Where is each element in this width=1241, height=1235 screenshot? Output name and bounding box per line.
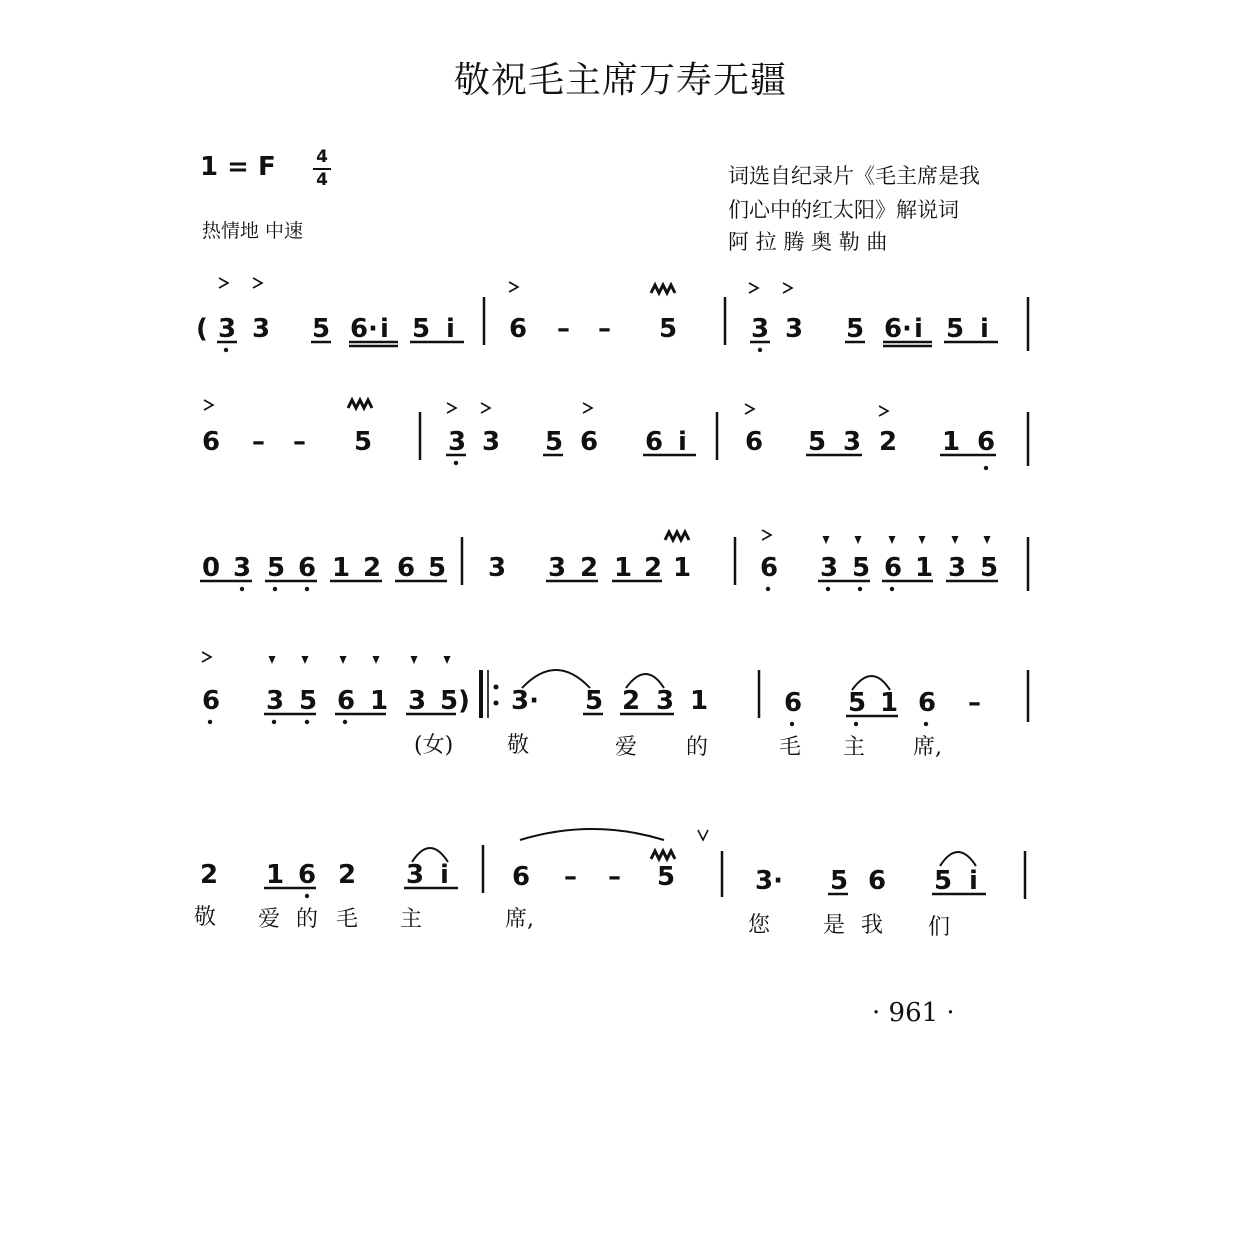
note: 0 bbox=[202, 553, 221, 583]
time-top: 4 bbox=[316, 147, 328, 167]
note: – bbox=[598, 314, 611, 344]
note: 3 bbox=[820, 553, 839, 583]
note: 6 bbox=[202, 686, 221, 716]
note: 3 bbox=[751, 314, 770, 344]
note: 1 bbox=[370, 686, 389, 716]
note: 6 bbox=[918, 688, 937, 718]
note: 5 bbox=[659, 314, 678, 344]
note: 2 bbox=[879, 427, 898, 457]
note: 3 bbox=[408, 686, 427, 716]
note: 5 bbox=[299, 686, 318, 716]
note: i bbox=[678, 427, 687, 457]
tempo-marking: 热情地 中速 bbox=[202, 220, 304, 242]
note: 6 bbox=[645, 427, 664, 457]
note: 6 bbox=[298, 860, 317, 890]
note: 6 bbox=[977, 427, 996, 457]
note: 6 bbox=[202, 427, 221, 457]
note: – bbox=[293, 427, 306, 457]
score-line-2 bbox=[202, 400, 1028, 470]
lyric: 您 bbox=[748, 913, 771, 938]
note: – bbox=[608, 862, 621, 892]
note: – bbox=[564, 862, 577, 892]
note: 1 bbox=[915, 553, 934, 583]
note: 5 bbox=[312, 314, 331, 344]
note: 5 bbox=[846, 314, 865, 344]
note: i bbox=[380, 314, 389, 344]
lyric: 席, bbox=[505, 907, 534, 932]
score-line-1 bbox=[196, 278, 1028, 352]
score-line-3 bbox=[200, 530, 1028, 591]
note: 5 bbox=[440, 686, 459, 716]
note: 6 bbox=[397, 553, 416, 583]
note: 5 bbox=[848, 688, 867, 718]
note: i bbox=[440, 860, 449, 890]
note: i bbox=[446, 314, 455, 344]
note: 6 bbox=[745, 427, 764, 457]
lyrics-line-4 bbox=[414, 733, 942, 760]
note: 5 bbox=[267, 553, 286, 583]
note: · bbox=[368, 314, 378, 344]
note: 1 bbox=[266, 860, 285, 890]
note: 2 bbox=[363, 553, 382, 583]
note: 3 bbox=[266, 686, 285, 716]
note: 6 bbox=[760, 553, 779, 583]
note: – bbox=[252, 427, 265, 457]
note: i bbox=[969, 866, 978, 896]
credit-line: 阿 拉 腾 奥 勒 曲 bbox=[728, 230, 888, 254]
note: 3 bbox=[843, 427, 862, 457]
lyric: 是 bbox=[823, 913, 846, 938]
note: 3 bbox=[948, 553, 967, 583]
note: ) bbox=[458, 686, 470, 716]
note: 5 bbox=[830, 866, 849, 896]
note: 2 bbox=[644, 553, 663, 583]
time-bottom: 4 bbox=[316, 170, 328, 190]
note: 6 bbox=[884, 553, 903, 583]
lyric: 我 bbox=[861, 913, 884, 938]
note: 6 bbox=[509, 314, 528, 344]
lyric: 爱 bbox=[615, 735, 638, 760]
lyric: 爱 bbox=[258, 907, 281, 932]
note: 2 bbox=[580, 553, 599, 583]
note: 2 bbox=[200, 860, 219, 890]
lyric: 席, bbox=[913, 735, 942, 760]
note: 1 bbox=[614, 553, 633, 583]
note: 5 bbox=[980, 553, 999, 583]
credit-line: 们心中的红太阳》解说词 bbox=[728, 198, 959, 222]
note: 2 bbox=[338, 860, 357, 890]
note: 1 bbox=[880, 688, 899, 718]
note: 5 bbox=[657, 862, 676, 892]
note: 6 bbox=[337, 686, 356, 716]
note: 3 bbox=[656, 686, 675, 716]
note: 5 bbox=[545, 427, 564, 457]
note: 6 bbox=[350, 314, 369, 344]
note: 5 bbox=[354, 427, 373, 457]
note: 2 bbox=[622, 686, 641, 716]
lyric: (女) bbox=[414, 733, 454, 758]
note: 3· bbox=[511, 686, 539, 716]
note: – bbox=[968, 688, 981, 718]
note: 6 bbox=[884, 314, 903, 344]
note: 3 bbox=[448, 427, 467, 457]
lyric: 毛 bbox=[336, 907, 359, 932]
lyric: 敬 bbox=[194, 905, 217, 930]
lyric: 敬 bbox=[507, 733, 530, 758]
note: 5 bbox=[934, 866, 953, 896]
note: 3 bbox=[406, 860, 425, 890]
score-line-4 bbox=[202, 652, 1028, 726]
note: 3 bbox=[233, 553, 252, 583]
note: 5 bbox=[428, 553, 447, 583]
lyric: 主 bbox=[843, 735, 866, 760]
song-title: 敬祝毛主席万寿无疆 bbox=[453, 60, 787, 101]
note: 6 bbox=[298, 553, 317, 583]
note: 3 bbox=[218, 314, 237, 344]
credit-line: 词选自纪录片《毛主席是我 bbox=[728, 164, 980, 188]
lyric: 的 bbox=[296, 907, 319, 932]
note: 5 bbox=[808, 427, 827, 457]
note: – bbox=[557, 314, 570, 344]
note: 1 bbox=[332, 553, 351, 583]
note: ( bbox=[196, 314, 208, 344]
lyrics-line-5 bbox=[194, 905, 950, 940]
note: 1 bbox=[942, 427, 961, 457]
note: · bbox=[902, 314, 912, 344]
note: 5 bbox=[412, 314, 431, 344]
lyric: 毛 bbox=[779, 735, 802, 760]
lyric: 们 bbox=[928, 915, 951, 940]
note: 3 bbox=[488, 553, 507, 583]
note: 1 bbox=[690, 686, 709, 716]
lyric: 的 bbox=[686, 735, 709, 760]
note: i bbox=[980, 314, 989, 344]
note: 6 bbox=[868, 866, 887, 896]
note: 3 bbox=[785, 314, 804, 344]
note: 6 bbox=[784, 688, 803, 718]
note: 5 bbox=[852, 553, 871, 583]
note: 3 bbox=[252, 314, 271, 344]
key-label: 1 = F bbox=[200, 152, 276, 182]
page-number: · 961 · bbox=[872, 998, 955, 1028]
note: 5 bbox=[585, 686, 604, 716]
note: 6 bbox=[512, 862, 531, 892]
score-line-5 bbox=[200, 829, 1025, 899]
note: 3 bbox=[482, 427, 501, 457]
note: 5 bbox=[946, 314, 965, 344]
note: 6 bbox=[580, 427, 599, 457]
note: 3· bbox=[755, 866, 783, 896]
note: 3 bbox=[548, 553, 567, 583]
note: i bbox=[914, 314, 923, 344]
lyric: 主 bbox=[400, 907, 423, 932]
note: 1 bbox=[673, 553, 692, 583]
